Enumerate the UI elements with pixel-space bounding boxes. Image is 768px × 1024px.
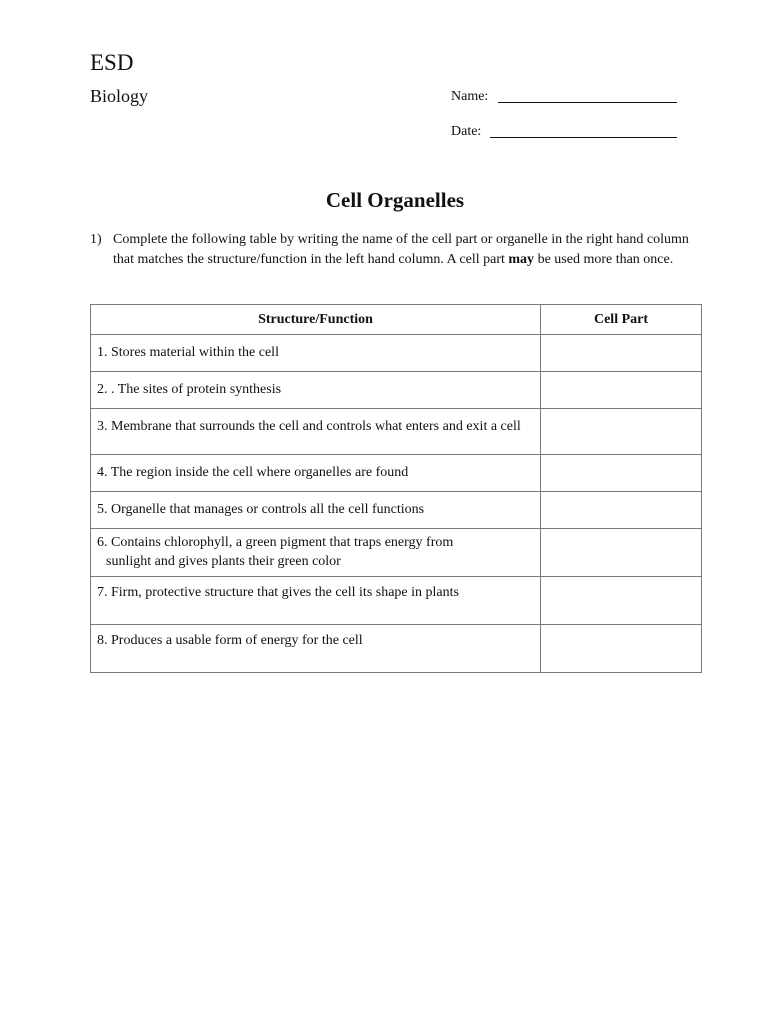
cell-part-answer[interactable] <box>541 492 702 529</box>
row-text: 8. Produces a usable form of energy for the cell <box>97 633 363 648</box>
table-row <box>91 529 702 577</box>
row-text-continued: sunlight and gives plants their green color <box>106 554 341 569</box>
organization-name: ESD <box>90 50 134 75</box>
row-text: 4. The region inside the cell where organelles are found <box>97 465 409 480</box>
course-name: Biology <box>90 86 149 106</box>
table-row <box>91 335 702 372</box>
row-text: 2. . The sites of protein synthesis <box>97 382 282 397</box>
cell-part-answer[interactable] <box>541 455 702 492</box>
row-text: 5. Organelle that manages or controls all the cell functions <box>97 502 425 517</box>
name-field[interactable] <box>498 102 677 103</box>
cell-part-answer[interactable] <box>541 529 702 577</box>
table-row <box>91 577 702 625</box>
question-number: 1) <box>90 232 102 247</box>
structure-function-cell <box>91 529 541 577</box>
structure-function-cell <box>91 409 541 455</box>
structure-function-cell <box>91 577 541 625</box>
table-row <box>91 455 702 492</box>
question-emphasis: may <box>508 252 535 267</box>
structure-function-cell <box>91 335 541 372</box>
row-text: 3. Membrane that surrounds the cell and controls what enters and exit a cell <box>97 419 521 434</box>
header-cell-part: Cell Part <box>541 305 702 335</box>
page-title: Cell Organelles <box>325 188 465 212</box>
row-text: 1. Stores material within the cell <box>97 345 279 360</box>
table-row <box>91 625 702 673</box>
cell-part-answer[interactable] <box>541 577 702 625</box>
row-text: 7. Firm, protective structure that gives the cell its shape in plants <box>97 585 459 600</box>
structure-function-cell <box>91 455 541 492</box>
header-structure-function: Structure/Function <box>91 305 541 335</box>
name-label: Name: <box>451 89 489 104</box>
question-instructions <box>113 230 708 270</box>
cell-part-answer[interactable] <box>541 409 702 455</box>
cell-part-answer[interactable] <box>541 335 702 372</box>
table-row <box>91 409 702 455</box>
structure-function-cell <box>91 492 541 529</box>
question-text-after: be used more than once. <box>534 252 674 267</box>
cell-part-answer[interactable] <box>541 625 702 673</box>
date-label: Date: <box>451 124 482 139</box>
table-row <box>91 372 702 409</box>
table-header-row <box>91 305 702 335</box>
cell-part-answer[interactable] <box>541 372 702 409</box>
question-text-before: Complete the following table by writing the name of the cell part or organelle in the right hand column that matches the structure/function in the left hand column. A cell part <box>113 232 689 267</box>
date-field[interactable] <box>490 137 677 138</box>
row-text: 6. Contains chlorophyll, a green pigment that traps energy from <box>97 535 454 550</box>
structure-function-cell <box>91 625 541 673</box>
structure-function-cell <box>91 372 541 409</box>
organelles-table <box>90 304 702 673</box>
table-row <box>91 492 702 529</box>
